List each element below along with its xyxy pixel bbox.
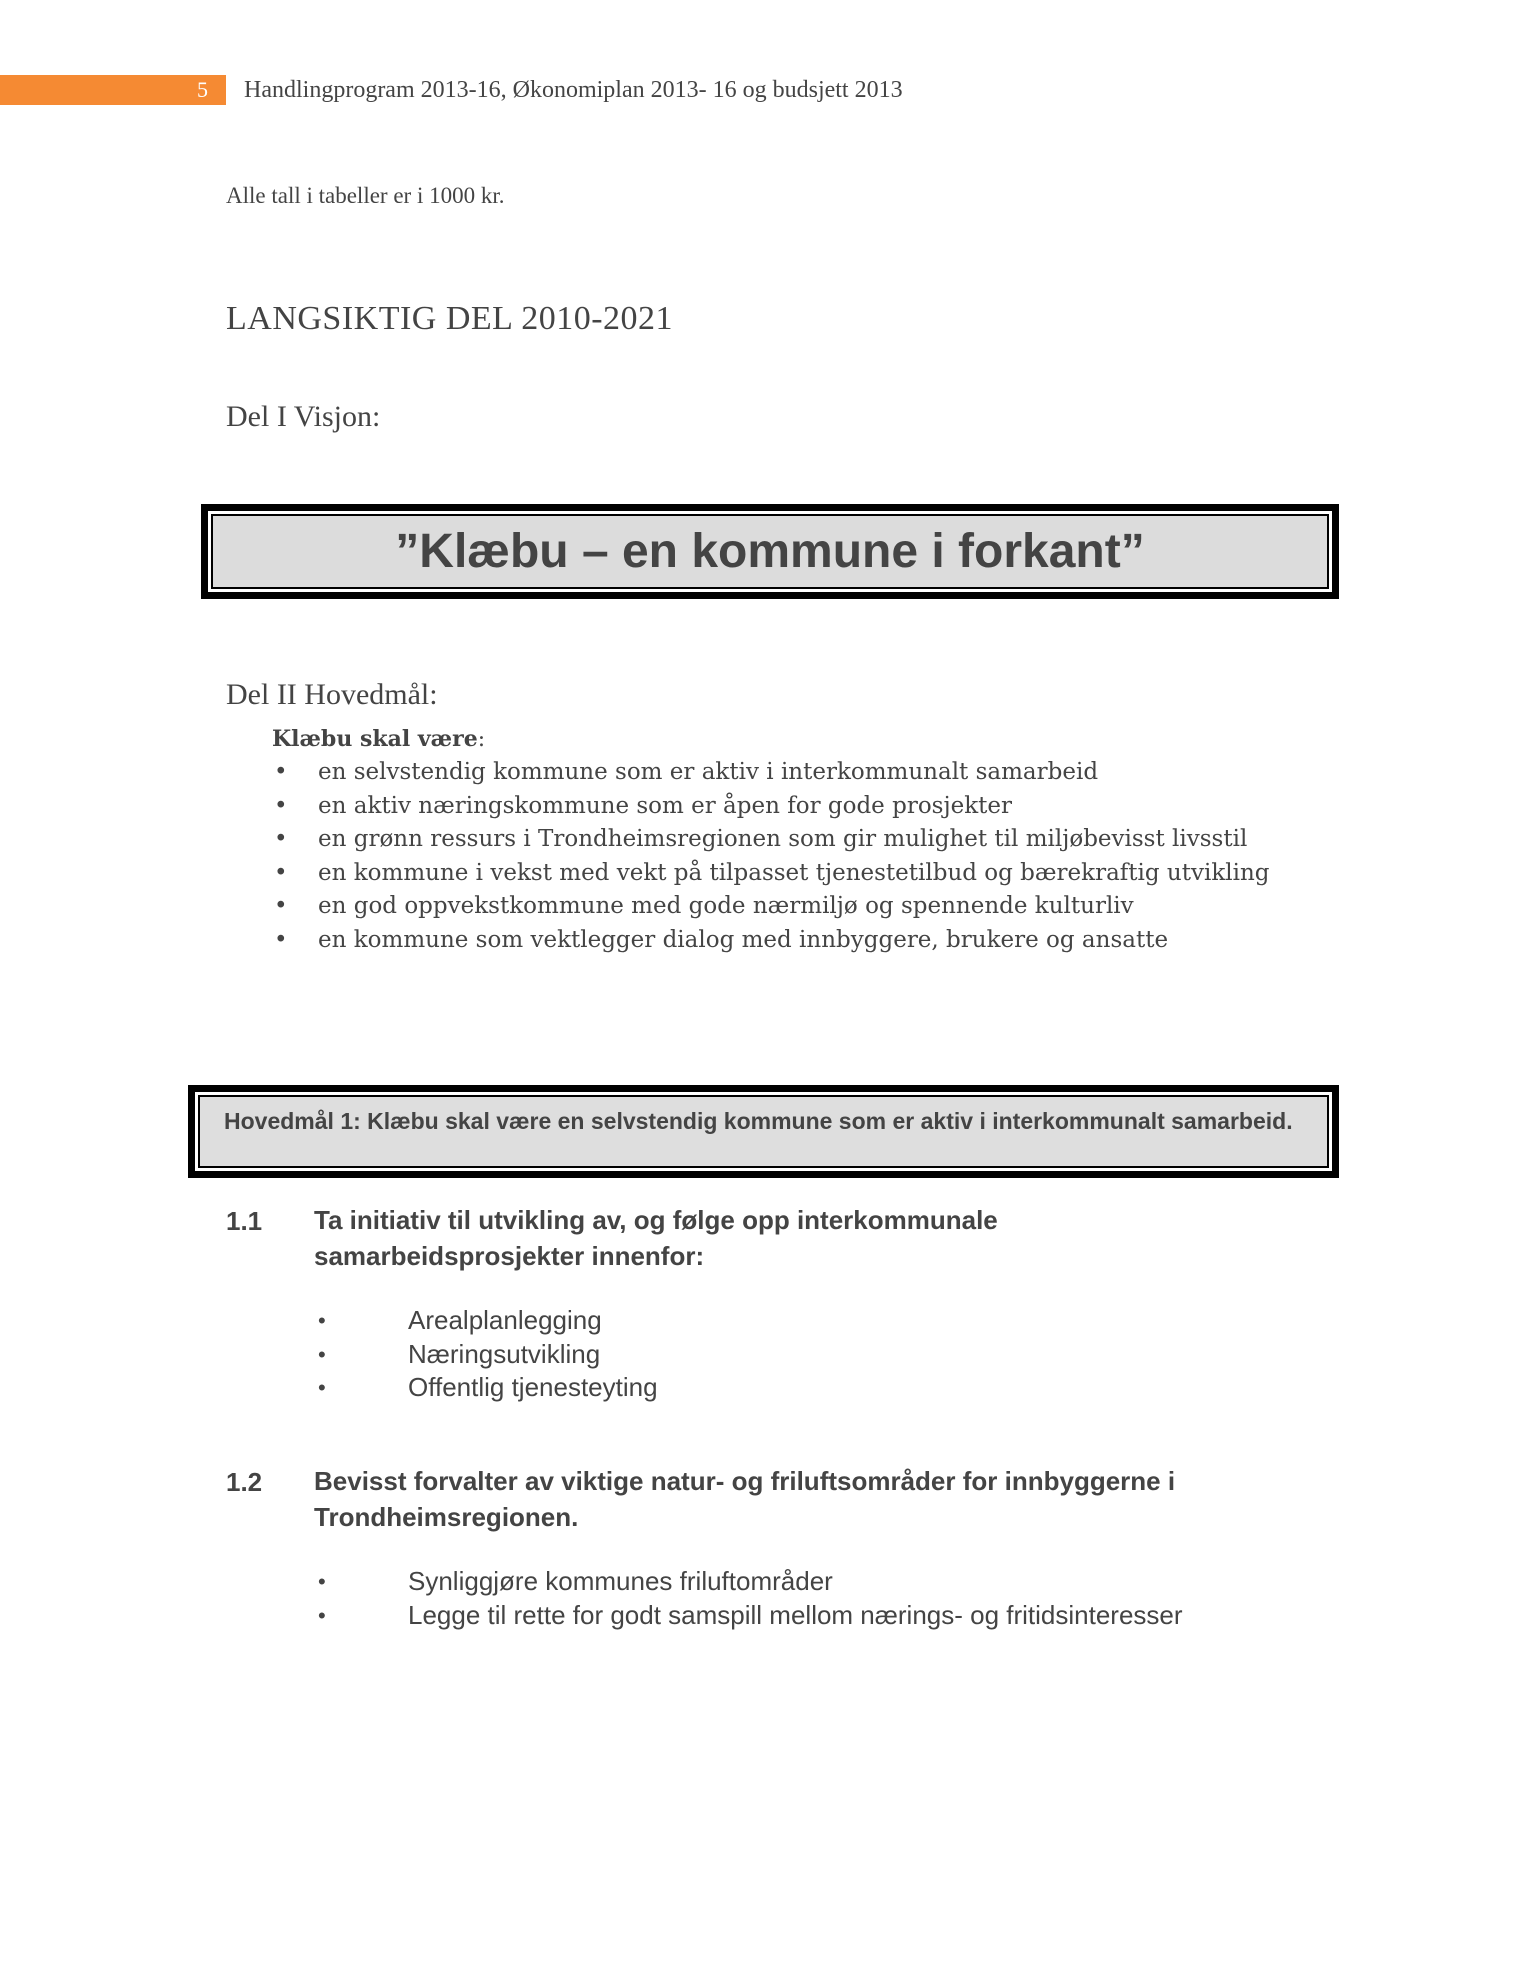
- goals-subheading-colon: :: [477, 727, 486, 752]
- list-item: [274, 823, 1274, 857]
- item-text: Offentlig tjenesteyting: [408, 1372, 658, 1402]
- goal-text: en kommune i vekst med vekt på tilpasset tjenestetilbud og bærekraftig utvikling: [318, 859, 1270, 886]
- section-title: LANGSIKTIG DEL 2010-2021: [226, 300, 674, 337]
- bullet-icon: •: [274, 759, 288, 785]
- item-text: Legge til rette for godt samspill mellom nærings- og fritidsinteresser: [408, 1599, 1183, 1630]
- item-text: Synliggjøre kommunes friluftområder: [408, 1566, 833, 1596]
- goal-text: en kommune som vektlegger dialog med innbyggere, brukere og ansatte: [318, 926, 1169, 953]
- subsection-1-2-items: [318, 1565, 1183, 1632]
- bullet-icon: •: [274, 893, 288, 919]
- bullet-icon: •: [318, 1341, 326, 1367]
- hovedmal-1-text: Hovedmål 1: Klæbu skal være en selvstendig kommune som er aktiv i interkommunalt samarbeid.: [198, 1095, 1329, 1168]
- goals-subheading: [272, 726, 485, 752]
- goal-text: en god oppvekstkommune med gode nærmiljø og spennende kulturliv: [318, 893, 1134, 919]
- bullet-icon: •: [318, 1308, 326, 1333]
- vision-box: [201, 504, 1339, 599]
- subsection-1-1-title: Ta initiativ til utvikling av, og følge opp interkommunale samarbeidsprosjekter innenfor:: [314, 1205, 998, 1271]
- item-text: Næringsutvikling: [408, 1338, 601, 1369]
- goal-text: en selvstendig kommune som er aktiv i interkommunalt samarbeid: [318, 759, 1099, 785]
- page-number: 5: [197, 77, 208, 102]
- del2-heading: Del II Hovedmål:: [226, 678, 438, 711]
- subsection-1-2-title: Bevisst forvalter av viktige natur- og friluftsområder for innbyggerne i Trondheimsregionen.: [314, 1466, 1176, 1532]
- vision-statement: ”Klæbu – en kommune i forkant”: [211, 514, 1329, 589]
- goals-subheading-text: Klæbu skal være: [272, 726, 478, 752]
- list-item: [318, 1599, 1183, 1633]
- list-item: [318, 1565, 1183, 1599]
- subsection-1-1-number: 1.1: [226, 1206, 263, 1236]
- bullet-icon: •: [274, 826, 288, 852]
- del1-heading: Del I Visjon:: [226, 400, 381, 433]
- hovedmal-1-box: [188, 1085, 1339, 1178]
- bullet-icon: •: [274, 926, 288, 953]
- item-text: Arealplanlegging: [408, 1305, 602, 1335]
- list-item: [274, 790, 1274, 824]
- bullet-icon: •: [318, 1569, 326, 1594]
- subsection-1-2-number: 1.2: [226, 1467, 263, 1497]
- running-header-title: Handlingprogram 2013-16, Økonomiplan 2013- 16 og budsjett 2013: [244, 77, 903, 103]
- list-item: [318, 1338, 658, 1372]
- goals-list: [274, 756, 1274, 957]
- subsection-1-1-items: [318, 1304, 658, 1405]
- list-item: [274, 890, 1274, 924]
- list-item: [274, 857, 1274, 891]
- list-item: [274, 756, 1274, 790]
- bullet-icon: •: [318, 1375, 326, 1400]
- goal-text: en aktiv næringskommune som er åpen for gode prosjekter: [318, 792, 1012, 819]
- list-item: [318, 1304, 658, 1338]
- bullet-icon: •: [274, 859, 288, 886]
- list-item: [318, 1371, 658, 1405]
- units-note: Alle tall i tabeller er i 1000 kr.: [226, 183, 505, 208]
- bullet-icon: •: [318, 1602, 326, 1628]
- goal-text: en grønn ressurs i Trondheimsregionen som gir mulighet til miljøbevisst livsstil: [318, 826, 1248, 852]
- bullet-icon: •: [274, 792, 288, 819]
- list-item: [274, 924, 1274, 958]
- page-number-badge: [0, 75, 226, 105]
